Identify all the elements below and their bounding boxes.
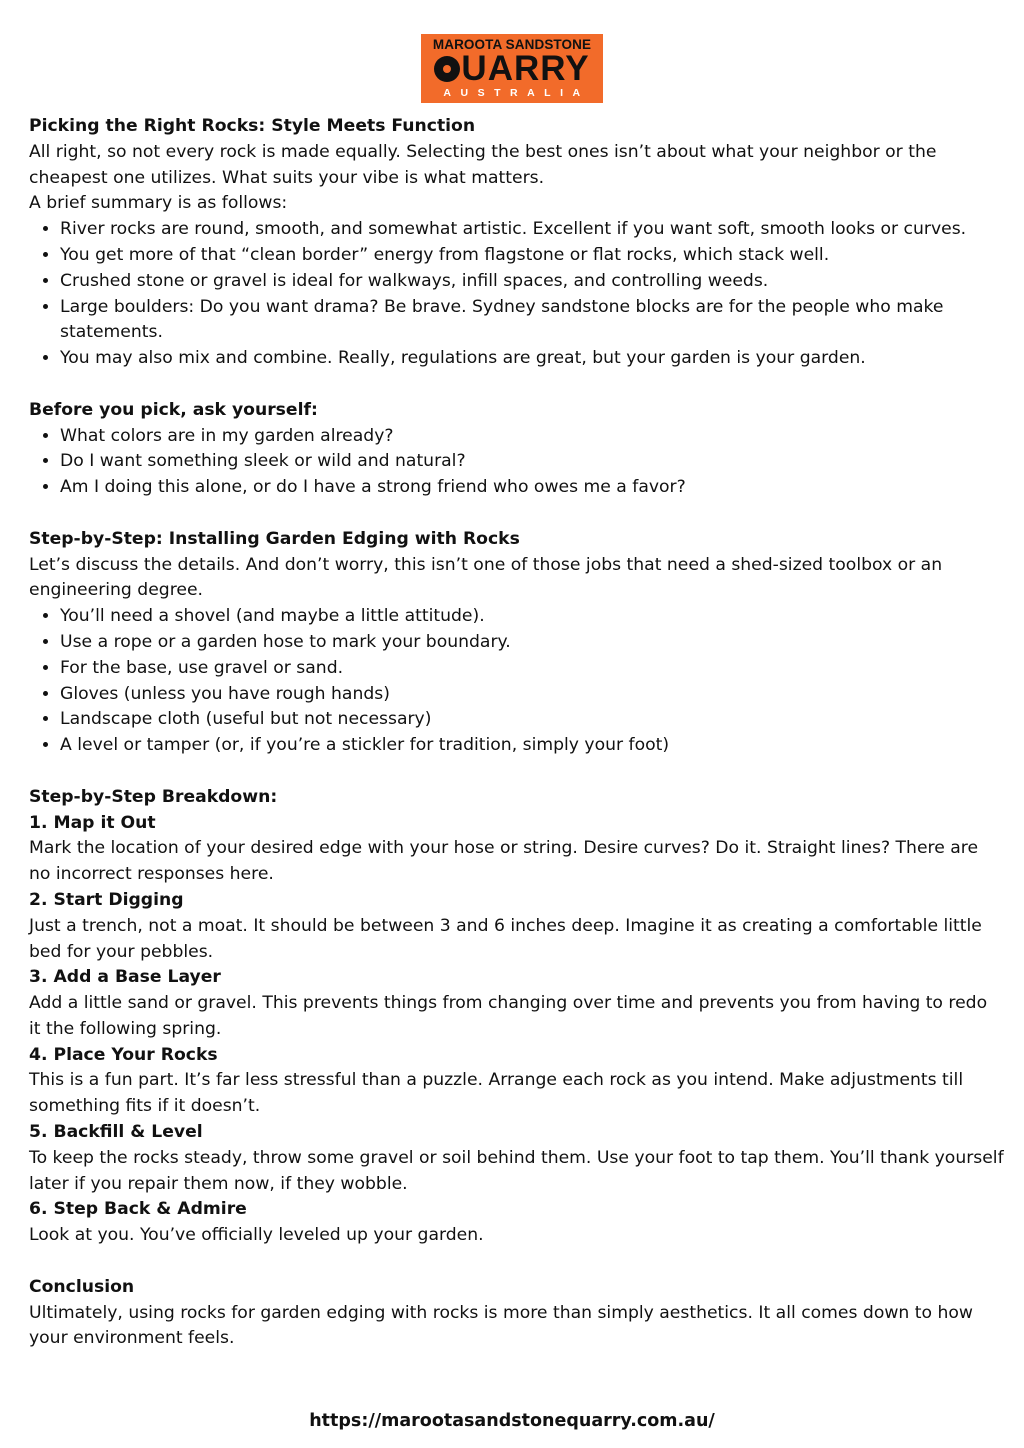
section-heading-install: Step-by-Step: Installing Garden Edging with Rocks (29, 528, 520, 549)
spacer (29, 372, 1004, 398)
brand-logo (421, 34, 603, 103)
section-heading-rocks: Picking the Right Rocks: Style Meets Function (29, 116, 476, 136)
step-text: This is a fun part. It’s far less stressful than a puzzle. Arrange each rock as you intend. Make adjustments till something fits if it doesn’t. (29, 1070, 964, 1117)
paragraph: Let’s discuss the details. And don’t worry, this isn’t one of those jobs that need a shed-sized toolbox or an engineering degree. (29, 554, 943, 601)
footer-url-link[interactable]: https://marootasandstonequarry.com.au/ (309, 1411, 715, 1431)
ask-yourself-list (29, 424, 1004, 501)
list-item: • Large boulders: Do you want drama? Be brave. Sydney sandstone blocks are for the people who make statements. (60, 295, 1004, 347)
paragraph: Ultimately, using rocks for garden edging with rocks is more than simply aesthetics. It all comes down to how your environment feels. (29, 1302, 973, 1349)
tools-list (29, 604, 1004, 759)
step-heading: 4. Place Your Rocks (29, 1044, 218, 1065)
list-item: • You may also mix and combine. Really, regulations are great, but your garden is your garden. (60, 346, 1004, 372)
step-text: Mark the location of your desired edge with your hose or string. Desire curves? Do it. Straight lines? There are no incorrect responses here. (29, 838, 979, 885)
list-item: • Do I want something sleek or wild and natural? (60, 449, 1004, 475)
logo-line-1: MAROOTA SANDSTONE (432, 37, 592, 52)
list-item: • You’ll need a shovel (and maybe a little attitude). (60, 604, 1004, 630)
step-heading: 5. Backfill & Level (29, 1122, 203, 1143)
rock-types-list (29, 217, 1004, 372)
article-body (29, 114, 1004, 1352)
step-heading: 1. Map it Out (29, 812, 156, 833)
step-text: To keep the rocks steady, throw some gravel or soil behind them. Use your foot to tap them. You’ll thank yourself later if you repair them now, if they wobble. (29, 1147, 1004, 1194)
list-item: • For the base, use gravel or sand. (60, 656, 1004, 682)
gear-q-icon (434, 56, 460, 82)
list-item: • Use a rope or a garden hose to mark your boundary. (60, 630, 1004, 656)
step-heading: 3. Add a Base Layer (29, 967, 221, 988)
step-text: Add a little sand or gravel. This prevents things from changing over time and prevents you from having to redo it the following spring. (29, 993, 988, 1039)
logo-line-2 (421, 49, 603, 88)
paragraph: All right, so not every rock is made equally. Selecting the best ones isn’t about what your neighbor or the cheapest one utilizes. What suits your vibe is what matters. (29, 141, 937, 188)
section-heading-ask: Before you pick, ask yourself: (29, 399, 318, 420)
spacer (29, 1249, 1004, 1275)
list-item: • You get more of that “clean border” energy from flagstone or flat rocks, which stack well. (60, 243, 1004, 269)
step-heading: 6. Step Back & Admire (29, 1199, 247, 1220)
list-item: • What colors are in my garden already? (60, 424, 1004, 450)
step-heading: 2. Start Digging (29, 889, 184, 910)
list-item: • River rocks are round, smooth, and somewhat artistic. Excellent if you want soft, smooth looks or curves. (60, 217, 1004, 243)
logo-line-2-text: UARRY (461, 49, 590, 88)
spacer (29, 759, 1004, 785)
list-item: • Am I doing this alone, or do I have a strong friend who owes me a favor? (60, 475, 1004, 501)
list-item: • Landscape cloth (useful but not necessary) (60, 707, 1004, 733)
step-text: Look at you. You’ve officially leveled up your garden. (29, 1225, 484, 1246)
section-heading-conclusion: Conclusion (29, 1276, 135, 1297)
list-item: • Gloves (unless you have rough hands) (60, 682, 1004, 708)
step-text: Just a trench, not a moat. It should be between 3 and 6 inches deep. Imagine it as creating a comfortable little bed for your pebbles. (29, 915, 982, 962)
paragraph: A brief summary is as follows: (29, 193, 288, 214)
section-heading-breakdown: Step-by-Step Breakdown: (29, 786, 278, 807)
list-item: • Crushed stone or gravel is ideal for walkways, infill spaces, and controlling weeds. (60, 269, 1004, 295)
spacer (29, 501, 1004, 527)
list-item: • A level or tamper (or, if you’re a stickler for tradition, simply your foot) (60, 733, 1004, 759)
logo-line-3: AUSTRALIA (421, 86, 603, 100)
